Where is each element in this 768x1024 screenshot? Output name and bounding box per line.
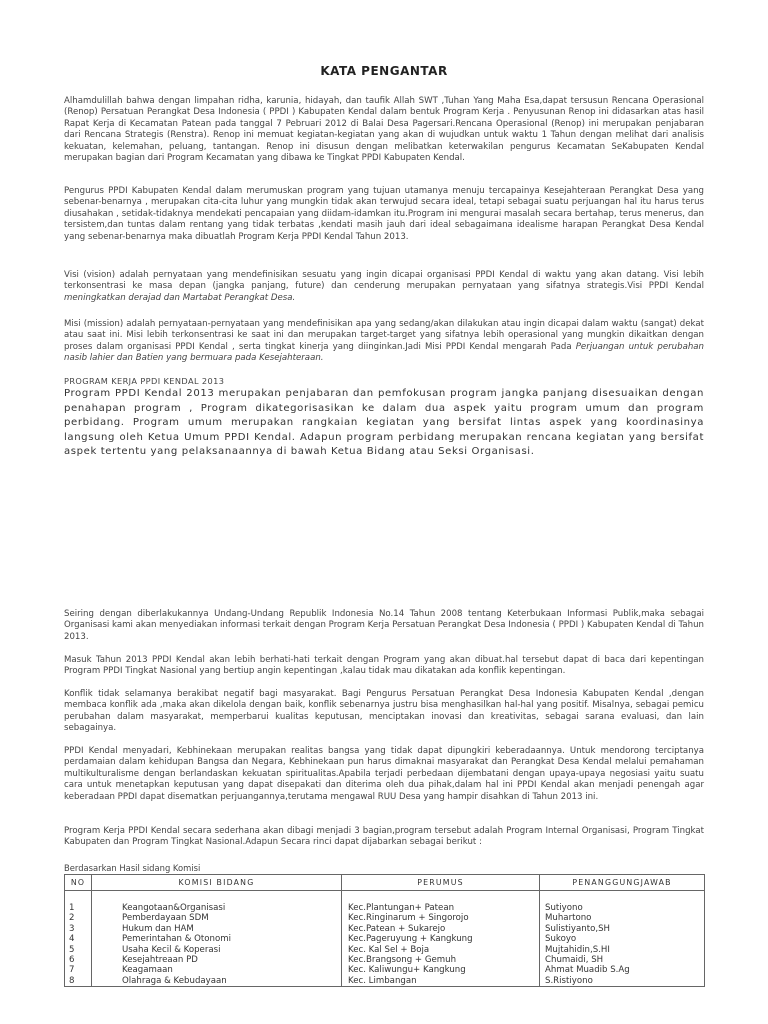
program-heading: PROGRAM KERJA PPDI KENDAL 2013 — [64, 376, 225, 386]
row-perumus: Kec. Kal Sel + Boja — [342, 945, 540, 955]
mission-statement: Perjuangan untuk perubahan nasib lahier dan Batien yang bermuara pada Kesejahteraan. — [64, 341, 704, 364]
row-number: 8 — [65, 976, 92, 987]
row-penanggungjawab: S.Ristiyono — [540, 976, 705, 987]
vision-statement: meningkatkan derajad dan Martabat Perangkat Desa. — [64, 292, 296, 303]
row-bidang: Keangotaan&Organisasi — [92, 903, 342, 913]
table-row — [65, 903, 705, 913]
row-penanggungjawab: Sukoyo — [540, 934, 705, 944]
header-penanggungjawab: PENANGGUNGJAWAB — [540, 875, 705, 891]
table-spacer-row — [65, 891, 705, 904]
row-penanggungjawab: Sutiyono — [540, 903, 705, 913]
row-bidang: Usaha Kecil & Koperasi — [92, 945, 342, 955]
intro-paragraph-1 — [64, 96, 704, 164]
table-header-row — [65, 875, 705, 891]
row-perumus: Kec. Kaliwungu+ Kangkung — [342, 965, 540, 975]
body-paragraph-2: Masuk Tahun 2013 PPDI Kendal akan lebih berhati-hati terkait dengan Program yang akan dibuat.hal tersebut dapat di baca dari kepentingan Program PPDI Tingkat Nasional yang bertiup angin kepentingan ,kalau tidak mau dikatakan ada konflik kepentingan. — [64, 655, 704, 677]
row-bidang: Keagamaan — [92, 965, 342, 975]
program-paragraph: Program PPDI Kendal 2013 merupakan penjabaran dan pemfokusan program jangka panjang disesuaikan dengan penahapan program , Program dikategorisasikan ke dalam dua aspek yaitu program umum dan program perbidang. Program umum merupakan rangkaian kegiatan yang bersifat lintas aspek yang koordinasinya langsung oleh Ketua Umum PPDI Kendal. Adapun program perbidang merupakan rencana kegiatan yang bersifat aspek tertentu yang pelaksanaannya di bawah Ketua Bidang atau Seksi Organisasi. — [64, 388, 704, 457]
page-title: KATA PENGANTAR — [320, 64, 448, 78]
paragraph-text: Alhamdulillah bahwa dengan limpahan ridha, karunia, hidayah, dan taufik Allah SWT ,Tuhan Yang Maha Esa,dapat tersusun Rencana Operasional (Renop) Persatuan Perangkat Desa Indonesia ( PPDI ) Kabupaten Kendal dalam bentuk Program Kerja . Penyusunan Renop ini didasarkan atas hasil Rapat Kerja di Kecamatan Patean pada tanggal 7 Pebruari 2012 di Balai Desa Pagersari.Rencana Operasional (Renop) ini merupakan penjabaran dari Rencana Strategis (Renstra). Renop ini memuat kegiatan-kegiatan yang akan di wujudkan untuk waktu 1 Tahun dengan melihat dari analisis kekuatan, kelemahan, peluang, tantangan. Renop ini disusun dengan melibatkan keterwakilan pengurus Kecamatan SeKabupaten Kendal merupakan bagian dari Program Kecamatan yang dibawa ke Tingkat PPDI Kabupaten Kendal. — [64, 96, 704, 164]
row-penanggungjawab: Muhartono — [540, 913, 705, 923]
row-bidang: Hukum dan HAM — [92, 924, 342, 934]
row-perumus: Kec.Ringinarum + Singorojo — [342, 913, 540, 923]
table-row — [65, 955, 705, 965]
row-number: 1 — [65, 903, 92, 913]
body-paragraph-4: PPDI Kendal menyadari, Kebhinekaan merupakan realitas bangsa yang tidak dapat dipungkiri keberadaannya. Untuk mendorong terciptanya perdamaian dalam kehidupan Bangsa dan Negara, Kebhinekaan pun harus dimaknai masyarakat dan Perangkat Desa Kendal melalui pemahaman multikulturalisme dengan berlandaskan kekuatan spiritualitas.Apabila terjadi perbedaan dijembatani dengan upaya-upaya negosiasi yaitu suatu cara untuk menetapkan keputusan yang dapat disepakati dan diterima oleh dua pihak,dalam hal ini PPDI Kendal akan menjadi penengah agar keberadaan PPDI dapat disematkan perjuangannya,terutama mengawal RUU Desa yang hampir disahkan di Tahun 2013 ini. — [64, 746, 704, 802]
row-bidang: Pemberdayaan SDM — [92, 913, 342, 923]
header-perumus: PERUMUS — [342, 875, 540, 891]
row-penanggungjawab: Mujtahidin,S.HI — [540, 945, 705, 955]
row-perumus: Kec.Patean + Sukarejo — [342, 924, 540, 934]
row-penanggungjawab: Sulistiyanto,SH — [540, 924, 705, 934]
body-paragraph-5: Program Kerja PPDI Kendal secara sederhana akan dibagi menjadi 3 bagian,program tersebut adalah Program Internal Organisasi, Program Tingkat Kabupaten dan Program Tingkat Nasional.Adapun Secara rinci dapat dijabarkan sebagai berikut : — [64, 826, 704, 848]
table-row — [65, 976, 705, 987]
table-row — [65, 924, 705, 934]
row-number: 6 — [65, 955, 92, 965]
row-penanggungjawab: Ahmat Muadib S.Ag — [540, 965, 705, 975]
row-perumus: Kec. Limbangan — [342, 976, 540, 987]
paragraph-text: Visi (vision) adalah pernyataan yang mendefinisikan sesuatu yang ingin dicapai organisasi PPDI Kendal di waktu yang akan datang. Visi lebih terkonsentrasi ke masa depan (jangka panjang, future) dan cenderung merupakan pernyataan yang sifatnya strategis.Visi PPDI Kendal — [64, 270, 704, 292]
row-bidang: Olahraga & Kebudayaan — [92, 976, 342, 987]
intro-paragraph-2 — [64, 186, 704, 243]
vision-paragraph — [64, 270, 704, 304]
paragraph-text: Misi (mission) adalah pernyataan-pernyataan yang mendefinisikan apa yang sedang/akan dilakukan atau ingin dicapai dalam waktu (sangat) dekat atau saat ini. Misi lebih terkonsentrasi ke saat ini dan merupakan target-target yang sifatnya lebih operasional yang mungkin dikaitkan dengan proses dalam organisasi PPDI Kendal , serta tingkat kinerja yang diinginkan.Jadi Misi PPDI Kendal mengarah Pada — [64, 319, 704, 352]
row-perumus: Kec.Plantungan+ Patean — [342, 903, 540, 913]
header-no: NO — [65, 875, 92, 891]
mission-paragraph — [64, 319, 704, 365]
body-paragraph-3: Konflik tidak selamanya berakibat negatif bagi masyarakat. Bagi Pengurus Persatuan Perangkat Desa Indonesia Kabupaten Kendal ,dengan membaca konflik ada ,maka akan dikelola dengan baik, konflik sebenarnya justru bisa menghasilkan hal-hal yang positif. Misalnya, sebagai pemicu perubahan dalam masyarakat, memperbarui kualitas keputusan, menciptakan inovasi dan kreativitas, sebagai sarana evaluasi, dan lain sebagainya. — [64, 689, 704, 734]
table-row — [65, 945, 705, 955]
row-number: 5 — [65, 945, 92, 955]
row-number: 2 — [65, 913, 92, 923]
table-row — [65, 965, 705, 975]
header-komisi-bidang: KOMISI BIDANG — [92, 875, 342, 891]
body-paragraph-1: Seiring dengan diberlakukannya Undang-Undang Republik Indonesia No.14 Tahun 2008 tentang Keterbukaan Informasi Publik,maka sebagai Organisasi kami akan menyediakan informasi terkait dengan Program Kerja Persatuan Perangkat Desa Indonesia ( PPDI ) Kabupaten Kendal di Tahun 2013. — [64, 609, 704, 642]
row-perumus: Kec.Pageruyung + Kangkung — [342, 934, 540, 944]
paragraph-text: Pengurus PPDI Kabupaten Kendal dalam merumuskan program yang tujuan utamanya menuju tercapainya Kesejahteraan Perangkat Desa yang sebenar-benarnya , merupakan cita-cita luhur yang mungkin tidak akan terwujud secara ideal, tetapi sebagai suatu perjuangan hal itu harus terus diusahakan , setidak-tidaknya mendekati pencapaian yang diidam-idamkan itu.Program ini mengurai masalah secara bertahap, terus menerus, dan tersistem,dan tuntas dalam rentang yang tidak terbatas ,kendati masih jauh dari ideal sebagaimana idealisme harapan Perangkat Desa Kendal yang sebenar-benarnya maka dibuatlah Program Kerja PPDI Kendal Tahun 2013. — [64, 186, 704, 242]
row-perumus: Kec.Brangsong + Gemuh — [342, 955, 540, 965]
row-bidang: Pemerintahan & Otonomi — [92, 934, 342, 944]
row-number: 7 — [65, 965, 92, 975]
komisi-table — [64, 874, 705, 987]
row-number: 4 — [65, 934, 92, 944]
table-row — [65, 913, 705, 923]
row-number: 3 — [65, 924, 92, 934]
row-penanggungjawab: Chumaidi, SH — [540, 955, 705, 965]
table-row — [65, 934, 705, 944]
table-caption: Berdasarkan Hasil sidang Komisi — [64, 863, 201, 873]
row-bidang: Kesejahtreaan PD — [92, 955, 342, 965]
